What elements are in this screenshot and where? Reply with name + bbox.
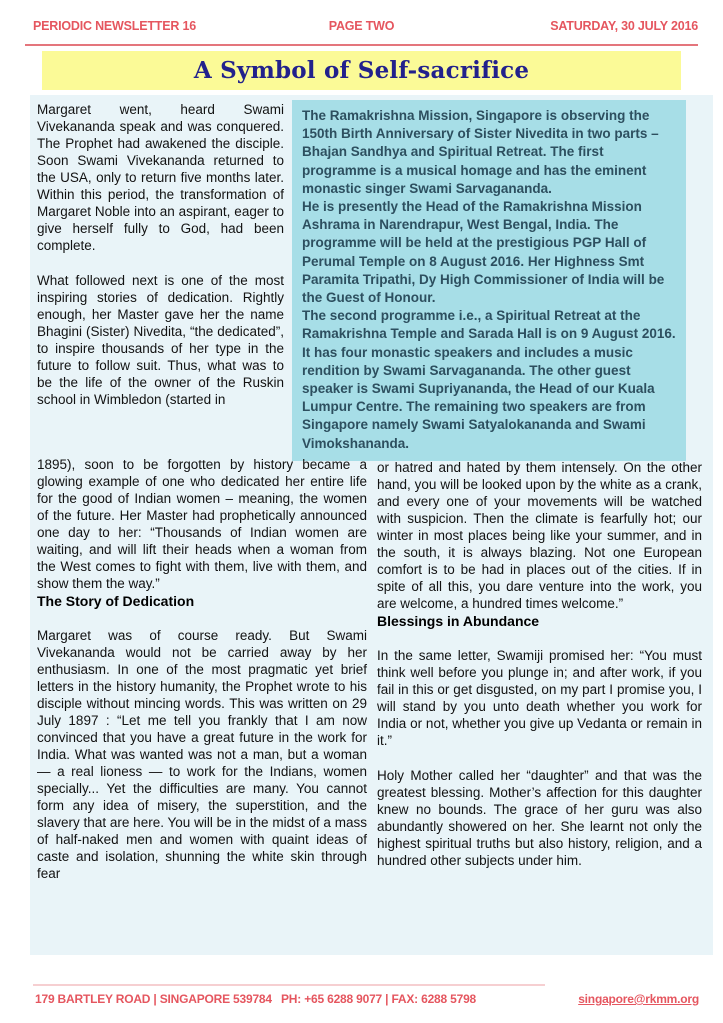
footer-phone: PH: +65 6288 9077 | FAX: 6288 5798 [281,992,477,1006]
article-title: A Symbol of Self-sacrifice [193,57,530,84]
paragraph: Holy Mother called her “daughter” and that was the greatest blessing. Mother’s affection for this daughter knew no bounds. The grace of her guru was also abundantly showered on her. She learnt not only the highest spiritual truths but also history, religion, and a hundred other subjects under him. [377,768,702,868]
issue-date: SATURDAY, 30 JULY 2016 [550,19,698,33]
footer-divider [33,984,545,986]
paragraph: or hatred and hated by them intensely. On the other hand, you will be looked upon by the white as a crank, and every one of your movements will be watched with suspicion. Then the climate is fearfully hot; our winter in most places being like your summer, and in the south, it is always blazing. Not one European comfort is to be had in places out of the cities. If in spite of all this, you dare venture into the work, you are welcome, a hundred times welcome.” [377,460,702,611]
announcement-box [292,100,686,461]
right-column [377,459,702,869]
paragraph: Margaret went, heard Swami Vivekananda speak and was conquered. The Prophet had awakened the disciple. Soon Swami Vivekananda returned to the USA, only to return five months later. Within this period, the transformation of Margaret Noble into an aspirant, eager to give herself fully to God, had been complete. [37,102,284,253]
newsletter-title: PERIODIC NEWSLETTER 16 [33,19,196,33]
header-divider [25,44,698,46]
footer-address: 179 BARTLEY ROAD | SINGAPORE 539784 [35,992,272,1006]
left-column [37,456,367,882]
paragraph: The Ramakrishna Mission, Singapore is observing the 150th Birth Anniversary of Sister Nivedita in two parts – Bhajan Sandhya and Spiritual Retreat. The first programme is a musical homage and has the eminent monastic singer Swami Sarvagananda. [302,108,659,196]
section-heading-story-of-dedication: The Story of Dedication [37,593,195,609]
paragraph: 1895), soon to be forgotten by history became a glowing example of one who dedicated her entire life for the good of Indian women – meaning, the women of the future. Her Master had prophetically announced one day to her: “Thousands of Indian women are waiting, and will lift their heads when a woman from the West comes to fight with them, live with them, and show them the way.” [37,457,367,591]
footer-email-link[interactable]: singapore@rkmm.org [578,992,699,1006]
paragraph: The second programme i.e., a Spiritual Retreat at the Ramakrishna Temple and Sarada Hall is on 9 August 2016. It has four monastic speakers and includes a music rendition by Swami Sarvagananda. The other guest speaker is Swami Supriyananda, the Head of our Kuala Lumpur Centre. The remaining two speakers are from Singapore namely Swami Satyalokananda and Swami Vimokshananda. [302,308,676,451]
paragraph: Margaret was of course ready. But Swami Vivekananda would not be carried away by her enthusiasm. In one of the most pragmatic yet brief letters in the history humanity, the Prophet wrote to his disciple without mincing words. This was written on 29 July 1897 : “Let me tell you frankly that I am now convinced that you have a great future in the work for India. What was wanted was not a man, but a woman — a real lioness — to work for the Indians, women specially... Yet the difficulties are many. You cannot form any idea of misery, the superstition, and the slavery that are here. You will be in the midst of a mass of half-naked men and women with quaint ideas of caste and isolation, shunning the white skin through fear [37,628,367,881]
page-number: PAGE TWO [328,19,395,33]
paragraph: He is presently the Head of the Ramakrishna Mission Ashrama in Narendrapur, West Bengal, India. The programme will be held at the prestigious PGP Hall of Perumal Temple on 8 August 2016. Her Highness Smt Paramita Tripathi, Dy High Commissioner of India will be the Guest of Honour. [302,199,665,306]
paragraph-group-before [377,459,702,612]
paragraph-group-before [37,456,367,592]
paragraph: In the same letter, Swamiji promised her: “You must think well before you plunge in; and after work, if you fail in this or get disgusted, on my part I promise you, I will stand by you unto death whether you work for India or not, whether you give up Vedanta or remain in it.” [377,648,702,748]
paragraph: What followed next is one of the most inspiring stories of dedication. Rightly enough, her Master gave her the name Bhagini (Sister) Nivedita, “the dedicated”, to inspire thousands of her type in the future to follow suit. Thus, what was to be the life of the owner of the Ruskin school in Wimbledon (started in [37,273,284,407]
article-title-banner [42,51,681,90]
paragraph-group-after [37,627,367,882]
section-heading-blessings-in-abundance: Blessings in Abundance [377,613,540,629]
intro-column [37,101,284,408]
paragraph-group-after [377,647,702,869]
